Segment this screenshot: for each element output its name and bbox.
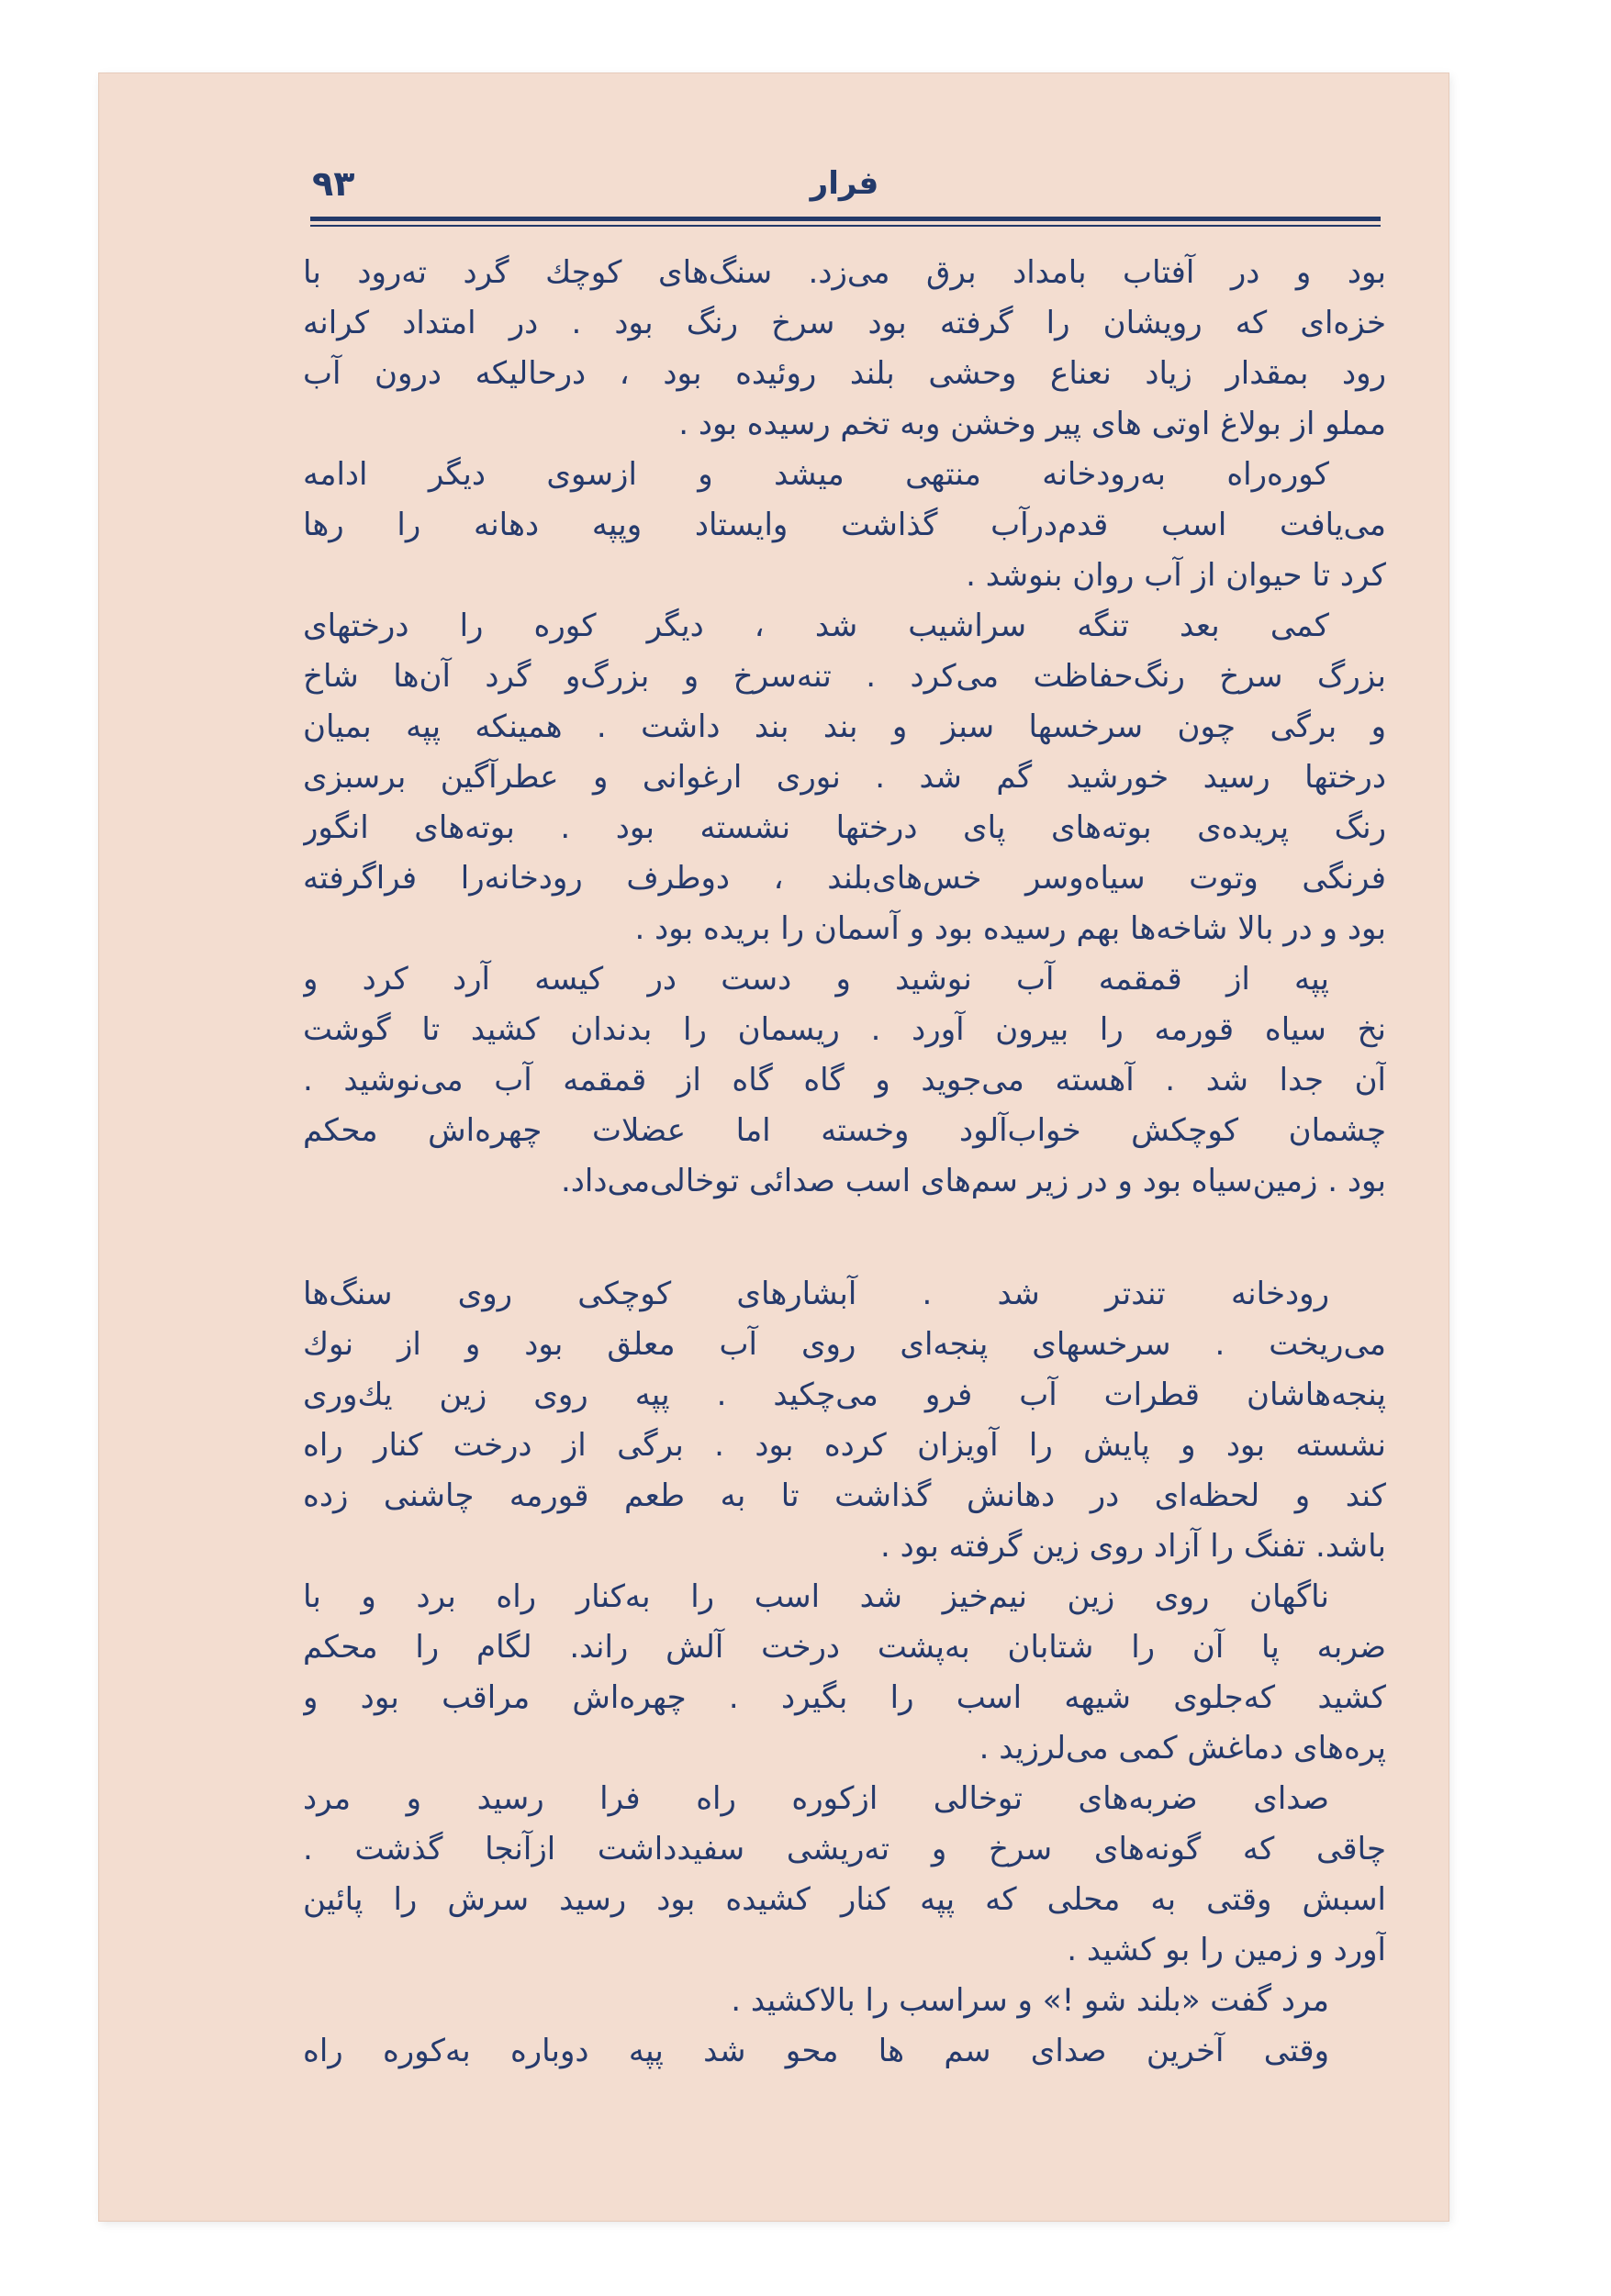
text-line: بود و در بالا شاخه‌ها بهم رسیده بود و آسمان را بریده بود . — [634, 910, 1386, 947]
header-rule-thin — [310, 225, 1381, 227]
text-line: می‌ریخت . سرخسهای پنجه‌ای روی آب معلق بود و از نوك — [303, 1326, 1386, 1363]
text-line: خزه‌ای که رویشان را گرفته بود سرخ رنگ بود . در امتداد کرانه — [303, 305, 1386, 341]
text-line: بزرگ سرخ رنگ‌حفاظت می‌کرد . تنه‌سرخ و بزرگ‌و گرد آن‌ها شاخ — [303, 658, 1386, 695]
text-line: پره‌های دماغش کمی می‌لرزید . — [979, 1730, 1386, 1767]
page-number: ۹۳ — [312, 163, 355, 204]
page-header — [312, 163, 1377, 209]
text-line: مملو از بولاغ اوتی های پیر وخشن وبه تخم رسیده بود . — [678, 406, 1386, 442]
header-rule-thick — [310, 217, 1381, 221]
text-line: کرد تا حیوان از آب روان بنوشد . — [966, 557, 1386, 594]
text-line: رنگ پریده‌ی بوته‌های پای درختها نشسته بود . بوته‌های انگور — [303, 809, 1386, 846]
text-line: وقتی آخرین صدای سم ها محو شد پپه دوباره به‌کوره راه — [303, 2033, 1329, 2069]
section-gap — [303, 1207, 1386, 1269]
text-line: رود بمقدار زیاد نعناع وحشی بلند روئیده بود ، درحالیکه درون آب — [303, 355, 1386, 392]
text-line: فرنگی وتوت سیاه‌وسر خس‌های‌بلند ، دوطرف رودخانه‌را فراگرفته — [303, 860, 1386, 897]
body-text — [303, 248, 1386, 2077]
text-line: کند و لحظه‌ای در دهانش گذاشت تا به طعم قورمه چاشنی زده — [303, 1477, 1386, 1514]
text-line: پنجه‌هاشان قطرات آب فرو می‌چکید . پپه روی زین یك‌وری — [303, 1376, 1386, 1413]
text-line: درختها رسید خورشید گم شد . نوری ارغوانی و عطرآگین برسبزی — [303, 759, 1386, 796]
text-line: ضربه پا آن را شتابان به‌پشت درخت آلش راند. لگام را محکم — [303, 1629, 1386, 1666]
text-line: کمی بعد تنگه سراشیب شد ، دیگر کوره را درختهای — [303, 607, 1329, 644]
text-line: آورد و زمین را بو کشید . — [1067, 1932, 1386, 1968]
text-line: صدای ضربه‌های توخالی ازکوره راه فرا رسید و مرد — [303, 1780, 1329, 1817]
text-line: می‌یافت اسب قدم‌درآب گذاشت وایستاد وپپه دهانه را رها — [303, 507, 1386, 543]
text-line: اسبش وقتی به محلی که پپه کنار کشیده بود رسید سرش را پائین — [303, 1881, 1386, 1918]
text-line: کوره‌راه به‌رودخانه منتهی میشد و ازسوی دیگر ادامه — [303, 456, 1329, 493]
text-line: کشید که‌جلوی شیهه اسب را بگیرد . چهره‌اش مراقب بود و — [303, 1679, 1386, 1716]
text-line: چشمان کوچکش خواب‌آلود وخسته اما عضلات چهره‌اش محکم — [303, 1112, 1386, 1149]
text-line: نخ سیاه قورمه را بیرون آورد . ریسمان را بدندان کشید تا گوشت — [303, 1011, 1386, 1048]
text-line: مرد گفت «بلند شو !» و سراسب را بالاکشید . — [731, 1982, 1329, 2019]
text-line: آن جدا شد . آهسته می‌جوید و گاه گاه از قمقمه آب می‌نوشید . — [303, 1062, 1386, 1098]
text-line: رودخانه تندتر شد . آبشارهای کوچکی روی سنگ‌ها — [303, 1276, 1329, 1312]
running-title: فرار — [810, 165, 879, 202]
text-line: بود . زمین‌سیاه بود و در زیر سم‌های اسب صدائی توخالی‌می‌داد. — [560, 1163, 1386, 1199]
text-line: ناگهان روی زین نیم‌خیز شد اسب را به‌کنار راه برد و با — [303, 1578, 1329, 1615]
text-line: پپه از قمقمه آب نوشید و دست در کیسه آرد کرد و — [303, 961, 1329, 998]
text-line: چاقی که گونه‌های سرخ و ته‌ریشی سفیدداشت ازآنجا گذشت . — [303, 1831, 1386, 1867]
text-line: نشسته بود و پایش را آویزان کرده بود . برگی از درخت کنار راه — [303, 1427, 1386, 1464]
text-line: باشد. تفنگ را آزاد روی زین گرفته بود . — [880, 1528, 1386, 1565]
text-line: بود و در آفتاب بامداد برق می‌زد. سنگ‌های کوچك گرد ته‌رود با — [303, 254, 1386, 291]
text-line: و برگی چون سرخسها سبز و بند بند داشت . همینکه پپه بمیان — [303, 708, 1386, 745]
